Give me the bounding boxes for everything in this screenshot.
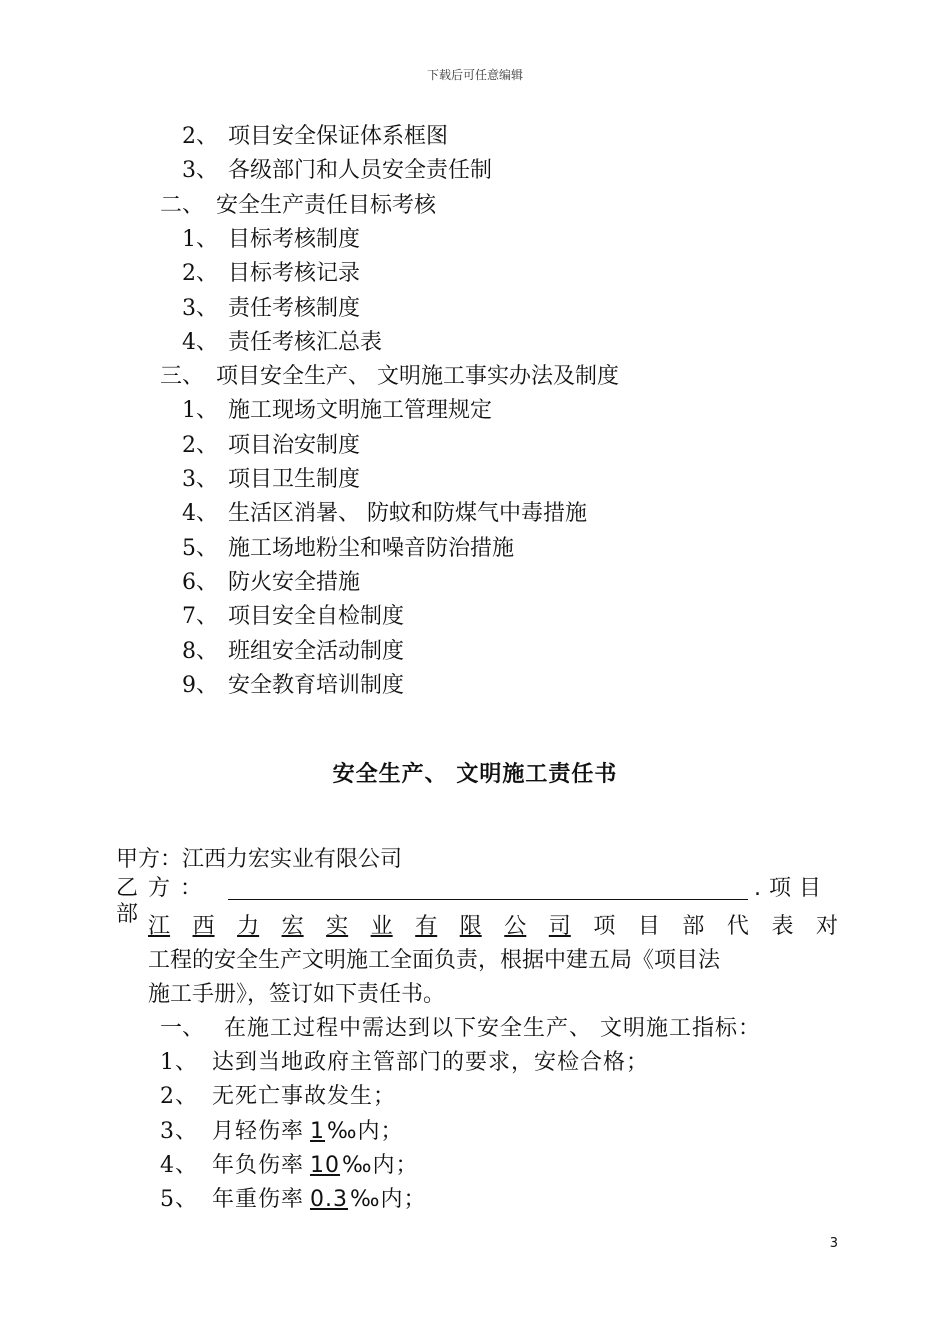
spread-char: 代 — [726, 914, 749, 939]
spread-char: 力 — [237, 914, 260, 939]
toc-item-number: 8、 — [182, 638, 218, 664]
toc-item-text: 施工场地粉尘和噪音防治措施 — [228, 535, 515, 561]
toc-item-number: 二、 — [160, 192, 205, 218]
toc-item-text: 班组安全活动制度 — [228, 638, 405, 664]
toc-item — [182, 227, 360, 253]
indicator-item — [160, 1187, 427, 1213]
spread-char: 实 — [326, 914, 349, 939]
spread-char: 司 — [548, 914, 571, 939]
toc-item — [182, 124, 448, 150]
toc-item-text: 项目安全自检制度 — [228, 604, 405, 630]
indicator-value: 1 — [310, 1118, 326, 1144]
toc-item-text: 项目安全保证体系框图 — [228, 124, 449, 149]
toc-item-number: 7、 — [182, 604, 218, 630]
toc-item-text: 项目安全生产、 文明施工事实办法及制度 — [216, 364, 619, 390]
toc-item-number: 三、 — [160, 364, 205, 390]
spread-char: 目 — [637, 914, 660, 939]
indicator-text: 无死亡事故发生； — [212, 1084, 397, 1110]
spread-char: 表 — [771, 914, 794, 939]
toc-item-text: 责任考核汇总表 — [228, 329, 383, 355]
toc-item-text: 防火安全措施 — [228, 569, 361, 595]
indicator-item — [160, 1084, 396, 1110]
indicator-number: 3、 — [160, 1118, 198, 1144]
indicator-text: 月轻伤率 — [212, 1118, 305, 1144]
toc-item — [182, 433, 360, 459]
party-b-label: 乙方： — [116, 876, 213, 901]
indicator-item — [160, 1050, 649, 1076]
indicator-text: 达到当地政府主管部门的要求，安检合格； — [212, 1050, 650, 1075]
spread-char: 公 — [504, 914, 527, 939]
indicator-suffix: ‰内； — [327, 1118, 404, 1144]
indicator-number: 1、 — [160, 1050, 198, 1075]
party-b-suffix: .项目部 — [116, 876, 830, 927]
toc-item-number: 4、 — [182, 501, 218, 527]
toc-item — [160, 364, 619, 390]
toc-item-number: 3、 — [182, 295, 218, 321]
toc-item — [182, 570, 360, 596]
company-spread-line — [148, 910, 838, 944]
toc-item-number: 2、 — [182, 432, 218, 458]
toc-item-text: 生活区消暑、 防蚊和防煤气中毒措施 — [228, 501, 587, 527]
toc-item — [182, 398, 492, 424]
indicator-number: 5、 — [160, 1187, 198, 1213]
toc-item — [182, 536, 514, 562]
spread-char: 限 — [459, 914, 482, 939]
toc-item-text: 目标考核制度 — [228, 226, 361, 252]
document-title: 安全生产、 文明施工责任书 — [332, 762, 618, 787]
paragraph-line-3: 施工手册》，签订如下责任书。 — [148, 982, 446, 1007]
toc-item-number: 2、 — [182, 261, 218, 287]
toc-item — [182, 673, 404, 699]
toc-item — [160, 193, 436, 219]
spread-char: 项 — [593, 914, 616, 939]
toc-item-number: 3、 — [182, 467, 218, 492]
toc-item-number: 9、 — [182, 672, 218, 698]
indicator-text: 年负伤率 — [212, 1152, 305, 1178]
indicator-text: 年重伤率 — [212, 1187, 305, 1213]
page-header: 下载后可任意编辑 — [426, 68, 523, 82]
toc-item-number: 3、 — [182, 158, 218, 184]
toc-item-text: 安全教育培训制度 — [228, 672, 405, 698]
toc-item — [182, 467, 360, 493]
indicator-suffix: ‰内； — [350, 1187, 427, 1213]
party-b-blank-field[interactable] — [228, 879, 748, 900]
toc-item-text: 项目治安制度 — [228, 432, 361, 458]
toc-item-text: 安全生产责任目标考核 — [216, 192, 437, 218]
toc-item — [182, 296, 360, 322]
section-1-number: 一、 — [160, 1016, 205, 1041]
paragraph-line-2: 工程的安全生产文明施工全面负责，根据中建五局《项目法 — [148, 948, 721, 973]
toc-item — [182, 261, 360, 287]
spread-char: 业 — [370, 914, 393, 939]
indicator-value: 10 — [310, 1152, 341, 1178]
toc-item-text: 责任考核制度 — [228, 295, 361, 321]
toc-item-text: 施工现场文明施工管理规定 — [228, 398, 493, 424]
toc-item — [182, 639, 404, 665]
toc-item-number: 2、 — [182, 124, 218, 149]
indicator-suffix: ‰内； — [342, 1152, 419, 1178]
toc-item-number: 5、 — [182, 535, 218, 561]
toc-item — [182, 158, 492, 184]
spread-char: 宏 — [281, 914, 304, 939]
page-number: 3 — [829, 1236, 838, 1251]
toc-item-number: 1、 — [182, 398, 218, 424]
indicator-number: 4、 — [160, 1152, 198, 1178]
spread-char: 对 — [815, 914, 838, 939]
indicator-item — [160, 1153, 419, 1179]
toc-item-number: 4、 — [182, 329, 218, 355]
indicator-value: 0.3 — [310, 1187, 349, 1213]
toc-item-text: 各级部门和人员安全责任制 — [228, 158, 493, 184]
toc-item-text: 项目卫生制度 — [228, 467, 361, 492]
toc-item — [182, 604, 404, 630]
toc-item-text: 目标考核记录 — [228, 261, 361, 287]
spread-char: 江 — [148, 914, 171, 939]
agreement-paragraph — [148, 910, 838, 1012]
toc-item — [182, 501, 587, 527]
toc-item — [182, 330, 382, 356]
spread-char: 西 — [192, 914, 215, 939]
party-a: 甲方：江西力宏实业有限公司 — [116, 847, 403, 872]
toc-item-number: 6、 — [182, 569, 218, 595]
section-1-text: 在施工过程中需达到以下安全生产、 文明施工指标： — [224, 1016, 761, 1041]
spread-char: 有 — [415, 914, 438, 939]
indicator-number: 2、 — [160, 1084, 198, 1110]
indicator-item — [160, 1119, 404, 1145]
spread-char: 部 — [682, 914, 705, 939]
section-1-heading — [160, 1016, 761, 1042]
toc-item-number: 1、 — [182, 226, 218, 252]
